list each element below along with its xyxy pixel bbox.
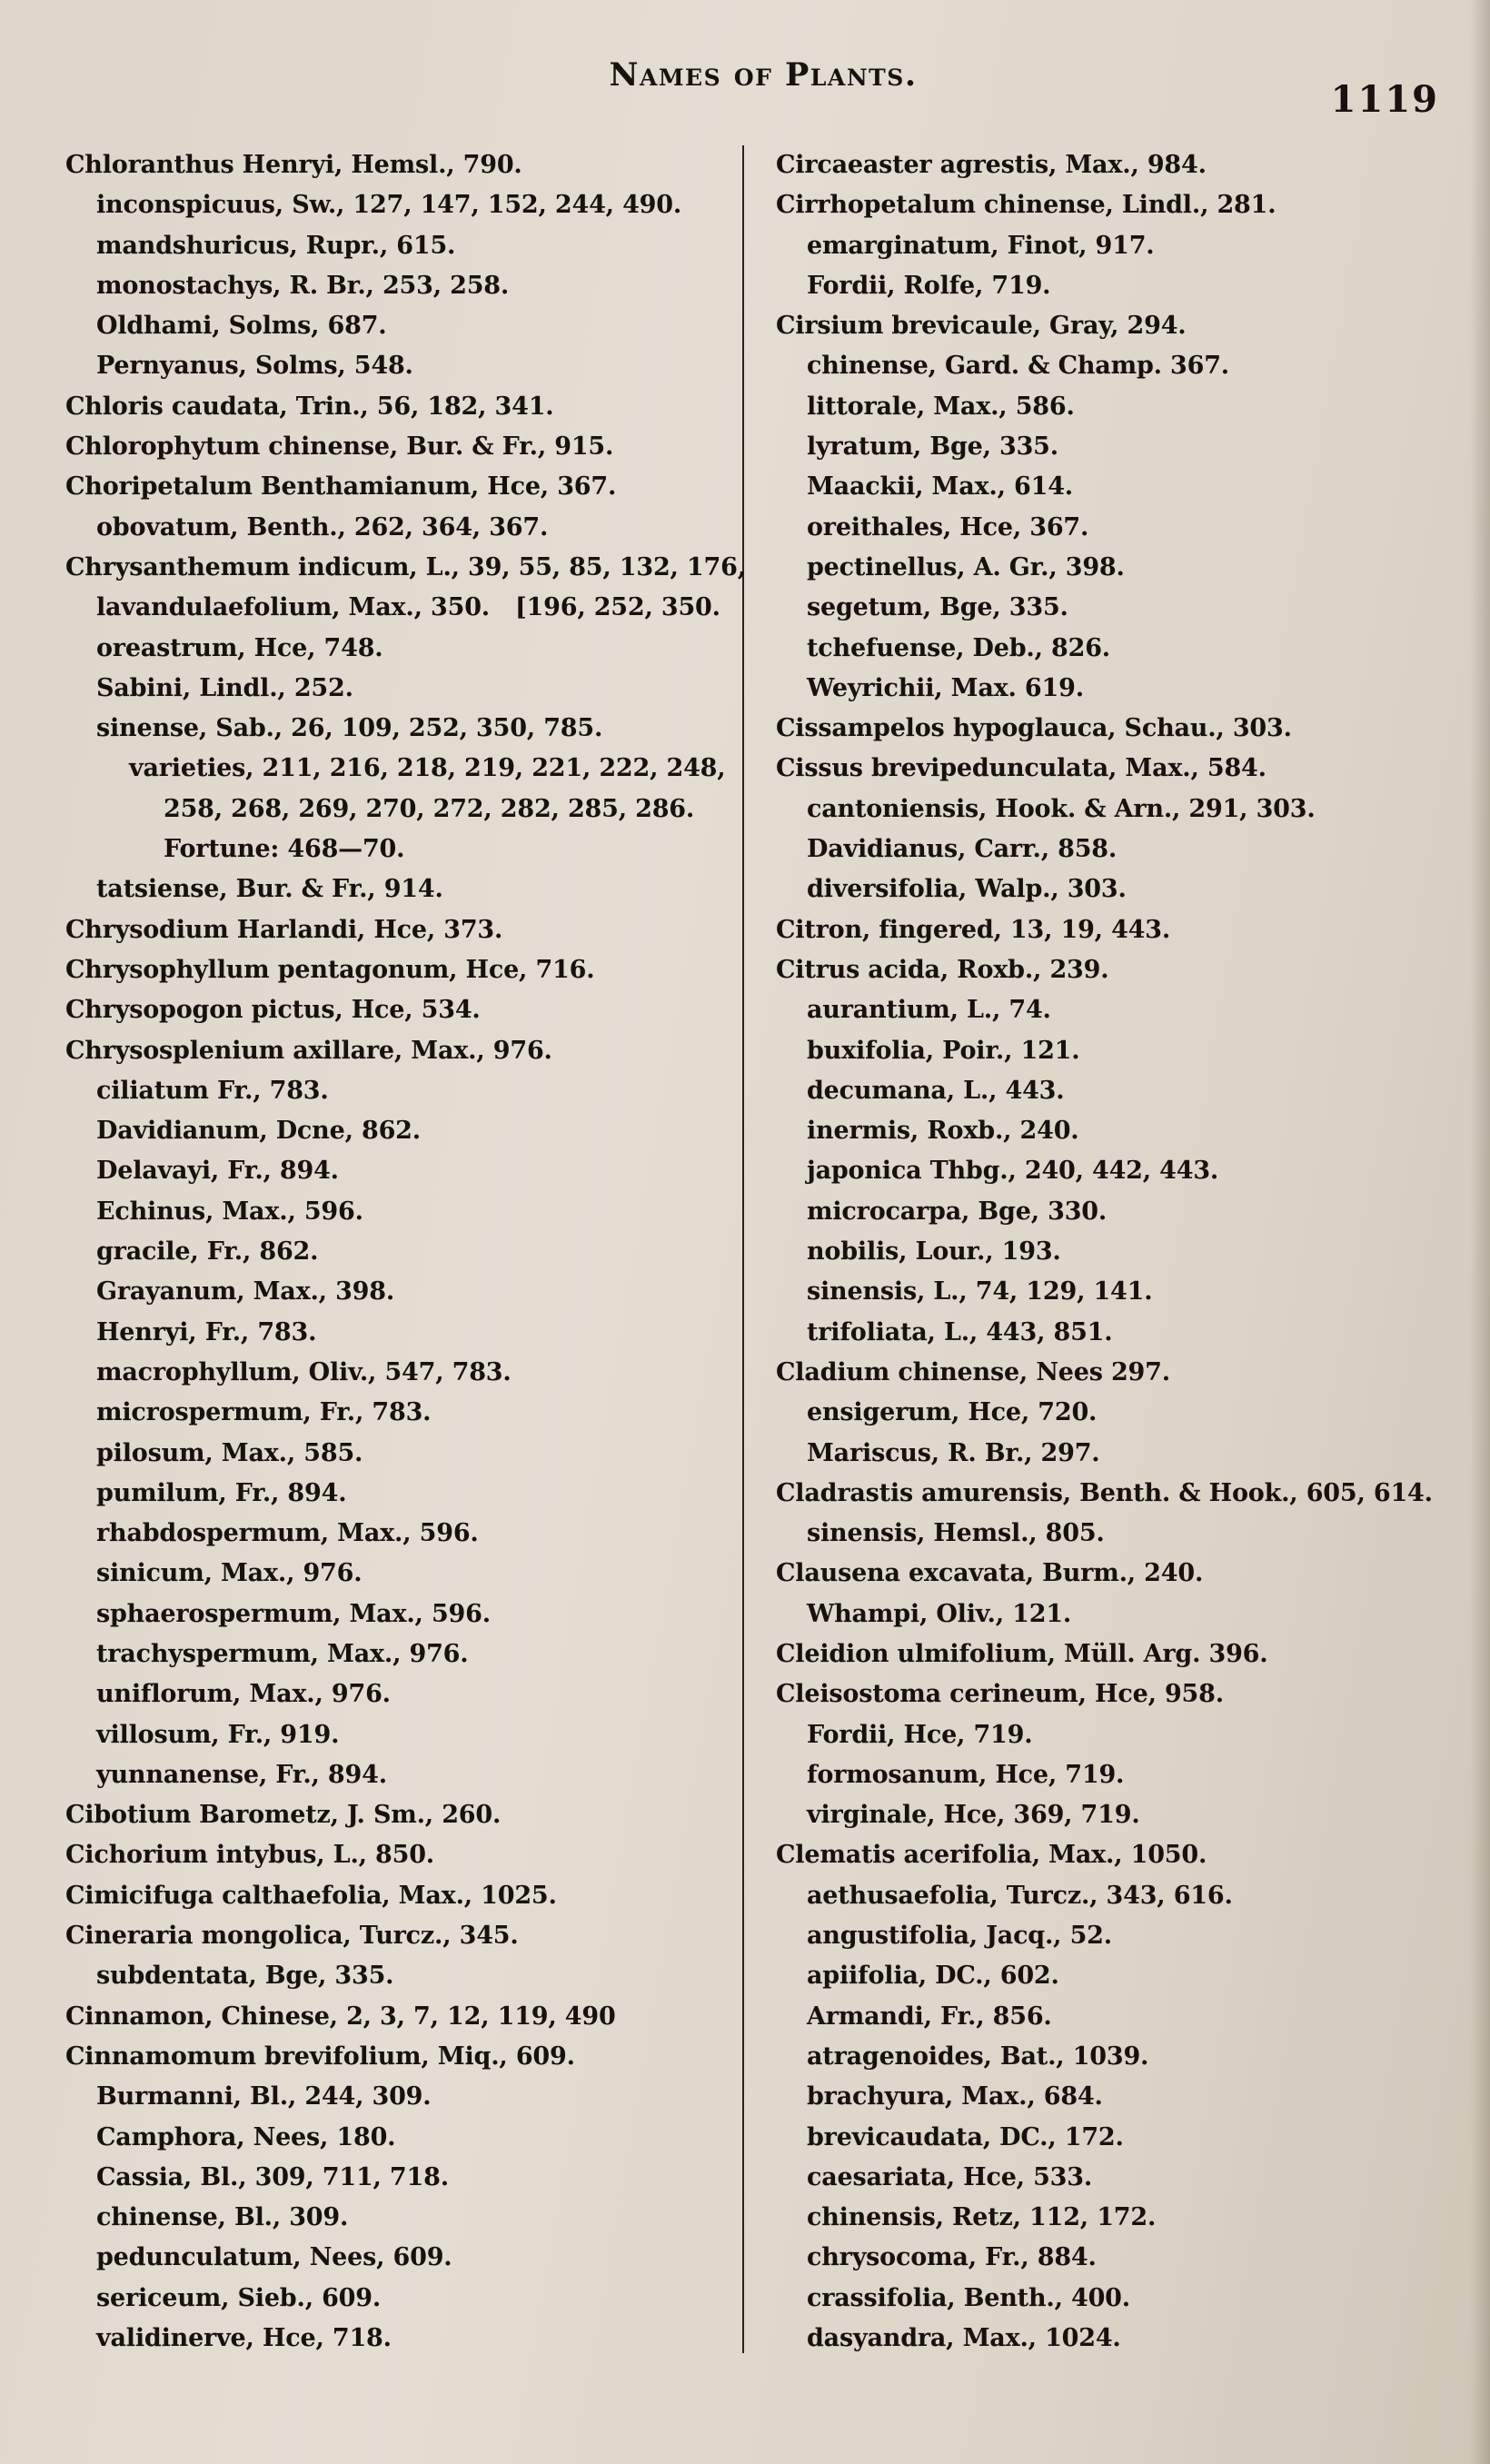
entry-text: Chlorophytum chinense, Bur. & Fr., 915. (65, 432, 614, 462)
index-entry (65, 548, 746, 588)
index-entry (776, 1353, 1466, 1393)
entry-text: Camphora, Nees, 180. (96, 2122, 396, 2151)
entry-text: Pernyanus, Solms, 548. (96, 352, 413, 381)
index-entry (65, 1916, 742, 1956)
entry-text: uniflorum, Max., 976. (96, 1680, 391, 1709)
index-subentry (776, 1313, 1466, 1353)
entry-text: monostachys, R. Br., 253, 258. (96, 271, 510, 300)
index-entry (776, 950, 1466, 990)
entry-text: Cinnamon, Chinese, 2, 3, 7, 12, 119, 490 (65, 2002, 616, 2031)
entry-text: Delavayi, Fr., 894. (96, 1157, 339, 1186)
index-entry (776, 145, 1466, 185)
index-subentry (776, 387, 1466, 427)
index-subentry (776, 1755, 1466, 1795)
index-subentry (776, 869, 1466, 909)
index-subentry (65, 1474, 742, 1514)
entry-text: inconspicuus, Sw., 127, 147, 152, 244, 490. (96, 191, 682, 220)
entry-text: chinense, Gard. & Champ. 367. (807, 352, 1229, 381)
entry-text: angustifolia, Jacq., 52. (807, 1922, 1112, 1951)
index-subentry (776, 1232, 1466, 1272)
index-subentry (65, 1674, 742, 1714)
index-subentry (65, 1755, 742, 1795)
entry-text: Mariscus, R. Br., 297. (807, 1438, 1100, 1467)
entry-text: Chrysophyllum pentagonum, Hce, 716. (65, 955, 595, 984)
index-subentry (65, 1595, 742, 1634)
index-column-right (776, 145, 1466, 2359)
entry-text: tchefuense, Deb., 826. (807, 633, 1110, 662)
entry-text: diversifolia, Walp., 303. (807, 875, 1127, 904)
index-subentry (776, 2118, 1466, 2158)
index-entry (65, 1031, 742, 1071)
index-subentry (776, 1956, 1466, 1996)
index-subentry (776, 1795, 1466, 1835)
entry-continuation: [196, 252, 350. (514, 593, 720, 622)
index-subentry (776, 2279, 1466, 2319)
entry-text: virginale, Hce, 369, 719. (807, 1801, 1140, 1830)
entry-text: Cleisostoma cerineum, Hce, 958. (776, 1680, 1224, 1709)
entry-text: 258, 268, 269, 270, 272, 282, 285, 286. (164, 794, 695, 823)
index-subentry (776, 990, 1466, 1030)
entry-text: Cladrastis amurensis, Benth. & Hook., 605, 614. (776, 1478, 1433, 1507)
index-subentry (776, 1715, 1466, 1755)
index-column-left (65, 145, 746, 2359)
index-subentry (65, 226, 742, 266)
index-subentry (776, 629, 1466, 669)
entry-text: villosum, Fr., 919. (96, 1720, 340, 1749)
entry-text: Echinus, Max., 596. (96, 1197, 363, 1226)
entry-text: rhabdospermum, Max., 596. (96, 1519, 479, 1548)
entry-text: Cirsium brevicaule, Gray, 294. (776, 312, 1187, 341)
index-subentry (65, 588, 742, 628)
entry-text: sinense, Sab., 26, 109, 252, 350, 785. (96, 714, 603, 743)
entry-text: Whampi, Oliv., 121. (807, 1599, 1072, 1628)
index-subentry (65, 1192, 742, 1232)
index-entry (65, 145, 742, 185)
index-subentry (776, 588, 1466, 628)
index-subentry (776, 346, 1466, 386)
index-subentry (776, 508, 1466, 548)
index-subentry (65, 2158, 742, 2198)
entry-text: Cichorium intybus, L., 850. (65, 1841, 435, 1870)
index-entry (776, 306, 1466, 346)
entry-text: Clematis acerifolia, Max., 1050. (776, 1841, 1207, 1870)
index-subentry (65, 2319, 742, 2359)
entry-text: Chloris caudata, Trin., 56, 182, 341. (65, 392, 554, 421)
entry-text: subdentata, Bge, 335. (96, 1962, 394, 1991)
index-subentry (65, 508, 742, 548)
index-entry (65, 950, 742, 990)
entry-text: Chrysanthemum indicum, L., 39, 55, 85, 132, 176, (65, 552, 746, 581)
index-subentry (776, 1876, 1466, 1916)
entry-text: Citrus acida, Roxb., 239. (776, 955, 1109, 984)
index-subentry (65, 1514, 742, 1554)
index-subentry (776, 2319, 1466, 2359)
index-subentry (65, 869, 742, 909)
index-subentry (65, 629, 742, 669)
entry-text: Cibotium Barometz, J. Sm., 260. (65, 1801, 502, 1830)
entry-text: segetum, Bge, 335. (807, 593, 1068, 622)
index-entry (776, 709, 1466, 749)
index-subentry (65, 1313, 742, 1353)
index-subentry (65, 1071, 742, 1111)
index-subentry (776, 427, 1466, 467)
entry-text: sinensis, Hemsl., 805. (807, 1519, 1105, 1548)
index-subentry (65, 306, 742, 346)
index-entry (65, 910, 742, 950)
index-subentry (65, 1956, 742, 1996)
index-subentry (65, 2279, 742, 2319)
entry-text: Armandi, Fr., 856. (807, 2002, 1052, 2031)
index-entry (65, 990, 742, 1030)
entry-text: obovatum, Benth., 262, 364, 367. (96, 512, 549, 541)
index-subentry (776, 830, 1466, 869)
entry-text: Citron, fingered, 13, 19, 443. (776, 915, 1171, 944)
entry-text: nobilis, Lour., 193. (807, 1237, 1061, 1267)
index-subentry (65, 185, 742, 225)
index-subentry (65, 346, 742, 386)
entry-text: aurantium, L., 74. (807, 996, 1051, 1025)
entry-text: Maackii, Max., 614. (807, 472, 1073, 502)
index-subentry (776, 1071, 1466, 1111)
index-subentry (776, 1192, 1466, 1232)
index-subentry (776, 2198, 1466, 2238)
entry-text: emarginatum, Finot, 917. (807, 231, 1155, 260)
entry-text: tatsiense, Bur. & Fr., 914. (96, 875, 443, 904)
entry-text: formosanum, Hce, 719. (807, 1760, 1125, 1789)
entry-text: Choripetalum Benthamianum, Hce, 367. (65, 472, 617, 502)
index-subentry (65, 2238, 742, 2278)
index-subentry (65, 830, 742, 869)
entry-text: Cleidion ulmifolium, Müll. Arg. 396. (776, 1639, 1268, 1668)
index-subentry (776, 2037, 1466, 2077)
index-subentry (65, 1111, 742, 1151)
entry-text: Fordii, Rolfe, 719. (807, 271, 1051, 300)
index-subentry (65, 1554, 742, 1594)
index-subentry (776, 790, 1466, 830)
entry-text: Henryi, Fr., 783. (96, 1317, 317, 1346)
index-subentry (776, 1151, 1466, 1191)
entry-text: apiifolia, DC., 602. (807, 1962, 1059, 1991)
entry-text: pilosum, Max., 585. (96, 1438, 363, 1467)
index-entry (776, 749, 1466, 789)
index-subentry (776, 2077, 1466, 2117)
entry-text: Oldhami, Solms, 687. (96, 312, 387, 341)
entry-text: Grayanum, Max., 398. (96, 1277, 395, 1307)
entry-text: inermis, Roxb., 240. (807, 1117, 1079, 1146)
index-subentry (65, 1634, 742, 1674)
index-subentry (776, 669, 1466, 709)
entry-text: pectinellus, A. Gr., 398. (807, 552, 1125, 581)
entry-text: Chrysosplenium axillare, Max., 976. (65, 1036, 552, 1065)
index-subentry (776, 1031, 1466, 1071)
index-subentry (65, 1272, 742, 1312)
entry-text: pumilum, Fr., 894. (96, 1478, 347, 1507)
index-subentry (776, 1272, 1466, 1312)
index-entry (65, 427, 742, 467)
index-subentry (776, 2158, 1466, 2198)
entry-text: validinerve, Hce, 718. (96, 2324, 392, 2353)
entry-text: Chloranthus Henryi, Hemsl., 790. (65, 151, 522, 179)
index-subentry (65, 1434, 742, 1474)
entry-text: Circaeaster agrestis, Max., 984. (776, 151, 1207, 179)
index-subentry (65, 1715, 742, 1755)
entry-text: Burmanni, Bl., 244, 309. (96, 2082, 432, 2111)
page-number: 1119 (1330, 78, 1439, 121)
entry-text: oreastrum, Hce, 748. (96, 633, 383, 662)
index-subentry (776, 1393, 1466, 1433)
entry-text: Cassia, Bl., 309, 711, 718. (96, 2162, 449, 2191)
entry-text: caesariata, Hce, 533. (807, 2162, 1093, 2191)
entry-text: sphaerospermum, Max., 596. (96, 1599, 491, 1628)
entry-text: microspermum, Fr., 783. (96, 1398, 432, 1427)
entry-text: cantoniensis, Hook. & Arn., 291, 303. (807, 794, 1316, 823)
index-subentry (65, 2118, 742, 2158)
entry-text: Sabini, Lindl., 252. (96, 673, 353, 702)
index-subentry (65, 709, 742, 749)
index-subentry (776, 266, 1466, 306)
index-subentry (776, 2238, 1466, 2278)
index-subentry (776, 1997, 1466, 2037)
entry-text: Davidianum, Dcne, 862. (96, 1117, 421, 1146)
entry-text: dasyandra, Max., 1024. (807, 2324, 1121, 2353)
index-entry (65, 467, 742, 507)
index-subentry (65, 749, 742, 789)
index-subentry (65, 669, 742, 709)
entry-text: chinensis, Retz, 112, 172. (807, 2203, 1157, 2232)
entry-text: atragenoides, Bat., 1039. (807, 2042, 1149, 2071)
index-entry (776, 1835, 1466, 1875)
entry-text: buxifolia, Poir., 121. (807, 1036, 1080, 1065)
index-subentry (65, 2198, 742, 2238)
index-subentry (65, 2077, 742, 2117)
entry-text: gracile, Fr., 862. (96, 1237, 319, 1267)
entry-text: Cimicifuga calthaefolia, Max., 1025. (65, 1881, 557, 1910)
entry-text: Fordii, Hce, 719. (807, 1720, 1033, 1749)
entry-text: brachyura, Max., 684. (807, 2082, 1103, 2111)
index-subentry (65, 1151, 742, 1191)
entry-text: aethusaefolia, Turcz., 343, 616. (807, 1881, 1233, 1910)
entry-text: Clausena excavata, Burm., 240. (776, 1559, 1204, 1588)
entry-text: littorale, Max., 586. (807, 392, 1075, 421)
entry-text: varieties, 211, 216, 218, 219, 221, 222, 248, (129, 754, 726, 783)
entry-text: ciliatum Fr., 783. (96, 1076, 329, 1105)
index-entry (65, 387, 742, 427)
page-edge-shadow (1470, 0, 1490, 2464)
entry-text: Cissampelos hypoglauca, Schau., 303. (776, 714, 1292, 743)
entry-text: sericeum, Sieb., 609. (96, 2283, 382, 2312)
index-subentry (776, 467, 1466, 507)
index-entry (65, 1876, 742, 1916)
column-divider (742, 145, 744, 2353)
index-entry (776, 1634, 1466, 1674)
entry-text: lavandulaefolium, Max., 350. (96, 593, 490, 622)
entry-text: Fortune: 468—70. (164, 835, 405, 864)
entry-text: sinensis, L., 74, 129, 141. (807, 1277, 1153, 1307)
index-entry (65, 2037, 742, 2077)
entry-text: japonica Thbg., 240, 442, 443. (807, 1157, 1219, 1186)
entry-text: chinense, Bl., 309. (96, 2203, 349, 2232)
entry-text: microcarpa, Bge, 330. (807, 1197, 1108, 1226)
index-subentry (65, 1232, 742, 1272)
entry-text: decumana, L., 443. (807, 1076, 1065, 1105)
entry-text: chrysocoma, Fr., 884. (807, 2243, 1097, 2272)
index-entry (65, 1835, 742, 1875)
index-subentry (776, 1916, 1466, 1956)
entry-text: trachyspermum, Max., 976. (96, 1639, 469, 1668)
entry-text: macrophyllum, Oliv., 547, 783. (96, 1357, 512, 1386)
index-entry (776, 910, 1466, 950)
entry-text: lyratum, Bge, 335. (807, 432, 1058, 462)
index-subentry (65, 266, 742, 306)
entry-text: brevicaudata, DC., 172. (807, 2122, 1124, 2151)
index-subentry (65, 1393, 742, 1433)
running-header-title: Names of Plants. (609, 56, 918, 94)
entry-text: sinicum, Max., 976. (96, 1559, 363, 1588)
index-entry (776, 1554, 1466, 1594)
index-subentry (776, 1595, 1466, 1634)
entry-text: mandshuricus, Rupr., 615. (96, 231, 456, 260)
entry-text: Cineraria mongolica, Turcz., 345. (65, 1922, 519, 1951)
entry-text: oreithales, Hce, 367. (807, 512, 1089, 541)
entry-text: Chrysodium Harlandi, Hce, 373. (65, 915, 503, 944)
entry-text: trifoliata, L., 443, 851. (807, 1317, 1113, 1346)
entry-text: Cinnamomum brevifolium, Miq., 609. (65, 2042, 575, 2071)
index-subentry (776, 1514, 1466, 1554)
entry-text: Weyrichii, Max. 619. (807, 673, 1084, 702)
index-subentry (65, 1353, 742, 1393)
index-subentry (776, 1434, 1466, 1474)
entry-text: Cirrhopetalum chinense, Lindl., 281. (776, 191, 1276, 220)
index-subentry (776, 226, 1466, 266)
index-subentry (65, 790, 742, 830)
index-entry (65, 1997, 742, 2037)
entry-text: Davidianus, Carr., 858. (807, 835, 1118, 864)
index-entry (65, 1795, 742, 1835)
index-entry (776, 185, 1466, 225)
entry-text: yunnanense, Fr., 894. (96, 1760, 387, 1789)
index-subentry (776, 548, 1466, 588)
entry-text: ensigerum, Hce, 720. (807, 1398, 1098, 1427)
entry-text: Chrysopogon pictus, Hce, 534. (65, 996, 481, 1025)
index-entry (776, 1474, 1466, 1514)
index-subentry (776, 1111, 1466, 1151)
index-entry (776, 1674, 1466, 1714)
entry-text: Cladium chinense, Nees 297. (776, 1357, 1170, 1386)
entry-text: pedunculatum, Nees, 609. (96, 2243, 452, 2272)
entry-text: Cissus brevipedunculata, Max., 584. (776, 754, 1266, 783)
entry-text: crassifolia, Benth., 400. (807, 2283, 1130, 2312)
